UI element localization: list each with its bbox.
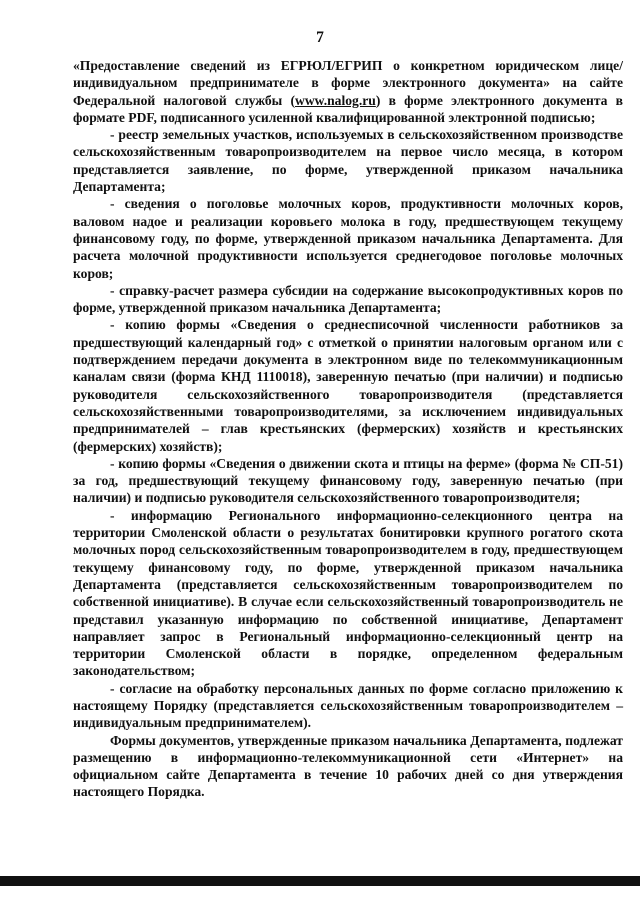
paragraph-employee-count: - копию формы «Сведения о среднесписочной численности работников за предшествующий календарный год» с отметкой о принятии налоговым органом или с подтверждением передачи документа в электронном виде по телекоммуникационным каналам связи (форма КНД 1110018), заверенную печатью (при наличии) и подписью руководителя сельскохозяйственного товаропроизводителя (представляется сельскохозяйственными товаропроизводителями, за исключением индивидуальных предпринимателей – глав крестьянских (фермерских) хозяйств и крестьянских (фермерских) хозяйств); [73,317,623,454]
paragraph-subsidy-calculation: - справку-расчет размера субсидии на содержание высокопродуктивных коров по форме, утвержденной приказом начальника Департамента; [73,282,623,316]
paragraph-text: ) в форме электронного документа в формате PDF, подписанного усиленной квалифицированной электронной подписью; [73,92,623,125]
paragraph-livestock-movement: - копию формы «Сведения о движении скота и птицы на ферме» (форма № СП-51) за год, предшествующий текущему финансовому году, заверенную печатью (при наличии) и подписью руководителя сельскохозяйственного товаропроизводителя; [73,455,623,506]
paragraph-egrul-extract [73,57,623,126]
nalog-link[interactable]: www.nalog.ru [295,92,376,108]
page-number: 7 [316,29,324,46]
paragraph-land-registry: - реестр земельных участков, используемых в сельскохозяйственном производстве сельскохозяйственным товаропроизводителем на первое число месяца, в котором представляется заявление, по форме, утвержденной приказом начальника Департамента; [73,127,623,195]
bottom-rule [0,876,640,886]
paragraph-forms-publication: Формы документов, утвержденные приказом начальника Департамента, подлежат размещению в информационно-телекоммуникационной сети «Интернет» на официальном сайте Департамента в течение 10 рабочих дней со дня утверждения настоящего Порядка. [73,732,623,800]
paragraph-dairy-livestock: - сведения о поголовье молочных коров, продуктивности молочных коров, валовом надое и реализации коровьего молока в году, предшествующем текущему финансовому году, по форме, утвержденной приказом начальника Департамента. Для расчета молочной продуктивности используется среднегодовое поголовье молочных коров; [73,196,623,281]
paragraph-text: «Предоставление сведений из ЕГРЮЛ/ЕГРИП о конкретном юридическом лице/индивидуальном предпринимателе в форме электронного документа» на сайте Федеральной налоговой службы ( [73,58,623,108]
paragraph-breeding-center: - информацию Регионального информационно-селекционного центра на территории Смоленской области о результатах бонитировки крупного рогатого скота молочных пород сельскохозяйственным товаропроизводителем в году, предшествующем текущему финансовому году, по форме, утвержденной приказом начальника Департамента (представляется сельскохозяйственным товаропроизводителем по собственной инициативе). В случае если сельскохозяйственный товаропроизводитель не представил указанную информацию по собственной инициативе, Департамент направляет запрос в Региональный информационно-селекционный центр на территории Смоленской области в порядке, определенном федеральным законодательством; [73,507,623,679]
document-body [73,57,623,801]
paragraph-personal-data-consent: - согласие на обработку персональных данных по форме согласно приложению к настоящему Порядку (представляется сельскохозяйственным товаропроизводителем – индивидуальным предпринимателем). [73,680,623,731]
